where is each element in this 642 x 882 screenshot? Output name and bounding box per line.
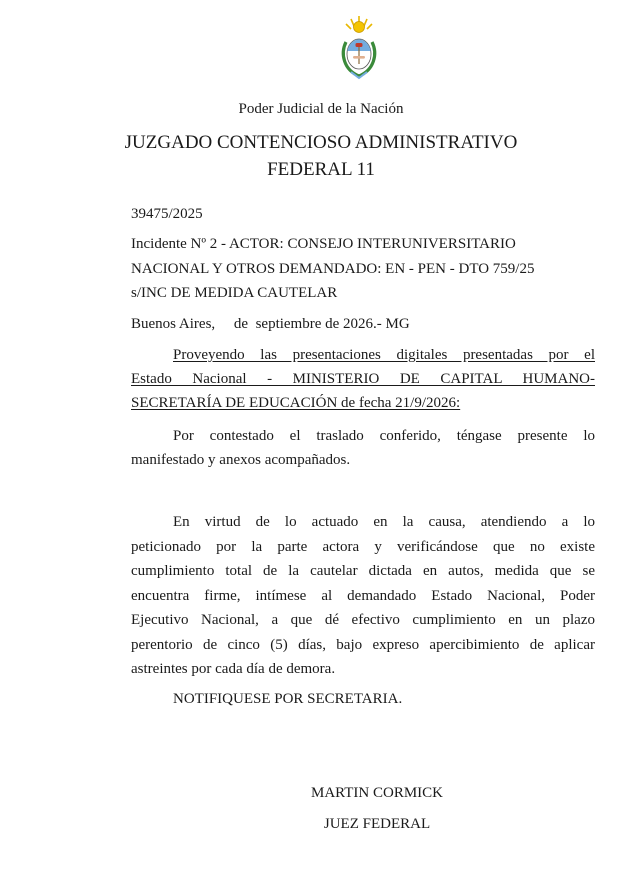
paragraph-3-line: cumplimiento total de la cautelar dictada en autos, medida que se bbox=[131, 563, 595, 579]
paragraph-1-line bbox=[131, 391, 595, 415]
underlined-text: SECRETARÍA DE EDUCACIÓN de fecha 21/9/2026: bbox=[131, 395, 461, 411]
paragraph-3-line: astreintes por cada día de demora. bbox=[131, 661, 336, 677]
paragraph-2-line: Por contestado el traslado conferido, téngase presente lo bbox=[173, 428, 595, 444]
paragraph-1-line bbox=[131, 343, 595, 367]
notify-line: NOTIFIQUESE POR SECRETARIA. bbox=[173, 691, 403, 707]
place-date: Buenos Aires, de septiembre de 2026.- MG bbox=[131, 316, 410, 332]
argentine-coat-of-arms-icon bbox=[338, 16, 380, 80]
case-caption-line: Incidente Nº 2 - ACTOR: CONSEJO INTERUNIVERSITARIO bbox=[131, 236, 516, 252]
institution-name: Poder Judicial de la Nación bbox=[238, 101, 404, 117]
paragraph-3-line: peticionado por la parte actora y verificándose que no existe bbox=[131, 539, 595, 555]
paragraph-3-line: encuentra firme, intímese al demandado Estado Nacional, Poder bbox=[131, 588, 595, 604]
paragraph-2-line: manifestado y anexos acompañados. bbox=[131, 452, 351, 468]
paragraph-3-line: Ejecutivo Nacional, a que dé efectivo cumplimiento en un plazo bbox=[131, 612, 595, 628]
judge-name: MARTIN CORMICK bbox=[310, 785, 444, 801]
paragraph-3-line: perentorio de cinco (5) días, bajo expreso apercibimiento de aplicar bbox=[131, 637, 595, 653]
case-caption-line: s/INC DE MEDIDA CAUTELAR bbox=[131, 285, 338, 301]
case-number: 39475/2025 bbox=[131, 206, 203, 222]
case-caption-line: NACIONAL Y OTROS DEMANDADO: EN - PEN - DTO 759/25 bbox=[131, 261, 535, 277]
court-name-line1: JUZGADO CONTENCIOSO ADMINISTRATIVO bbox=[124, 132, 518, 153]
court-name-line2: FEDERAL 11 bbox=[267, 159, 375, 180]
underlined-text: Proveyendo las presentaciones digitales presentadas por el bbox=[173, 347, 595, 363]
paragraph-1-line: Estado Nacional - MINISTERIO DE CAPITAL HUMANO- bbox=[131, 371, 595, 387]
paragraph-3-line: En virtud de lo actuado en la causa, atendiendo a lo bbox=[173, 514, 595, 530]
judge-title: JUEZ FEDERAL bbox=[323, 816, 431, 832]
